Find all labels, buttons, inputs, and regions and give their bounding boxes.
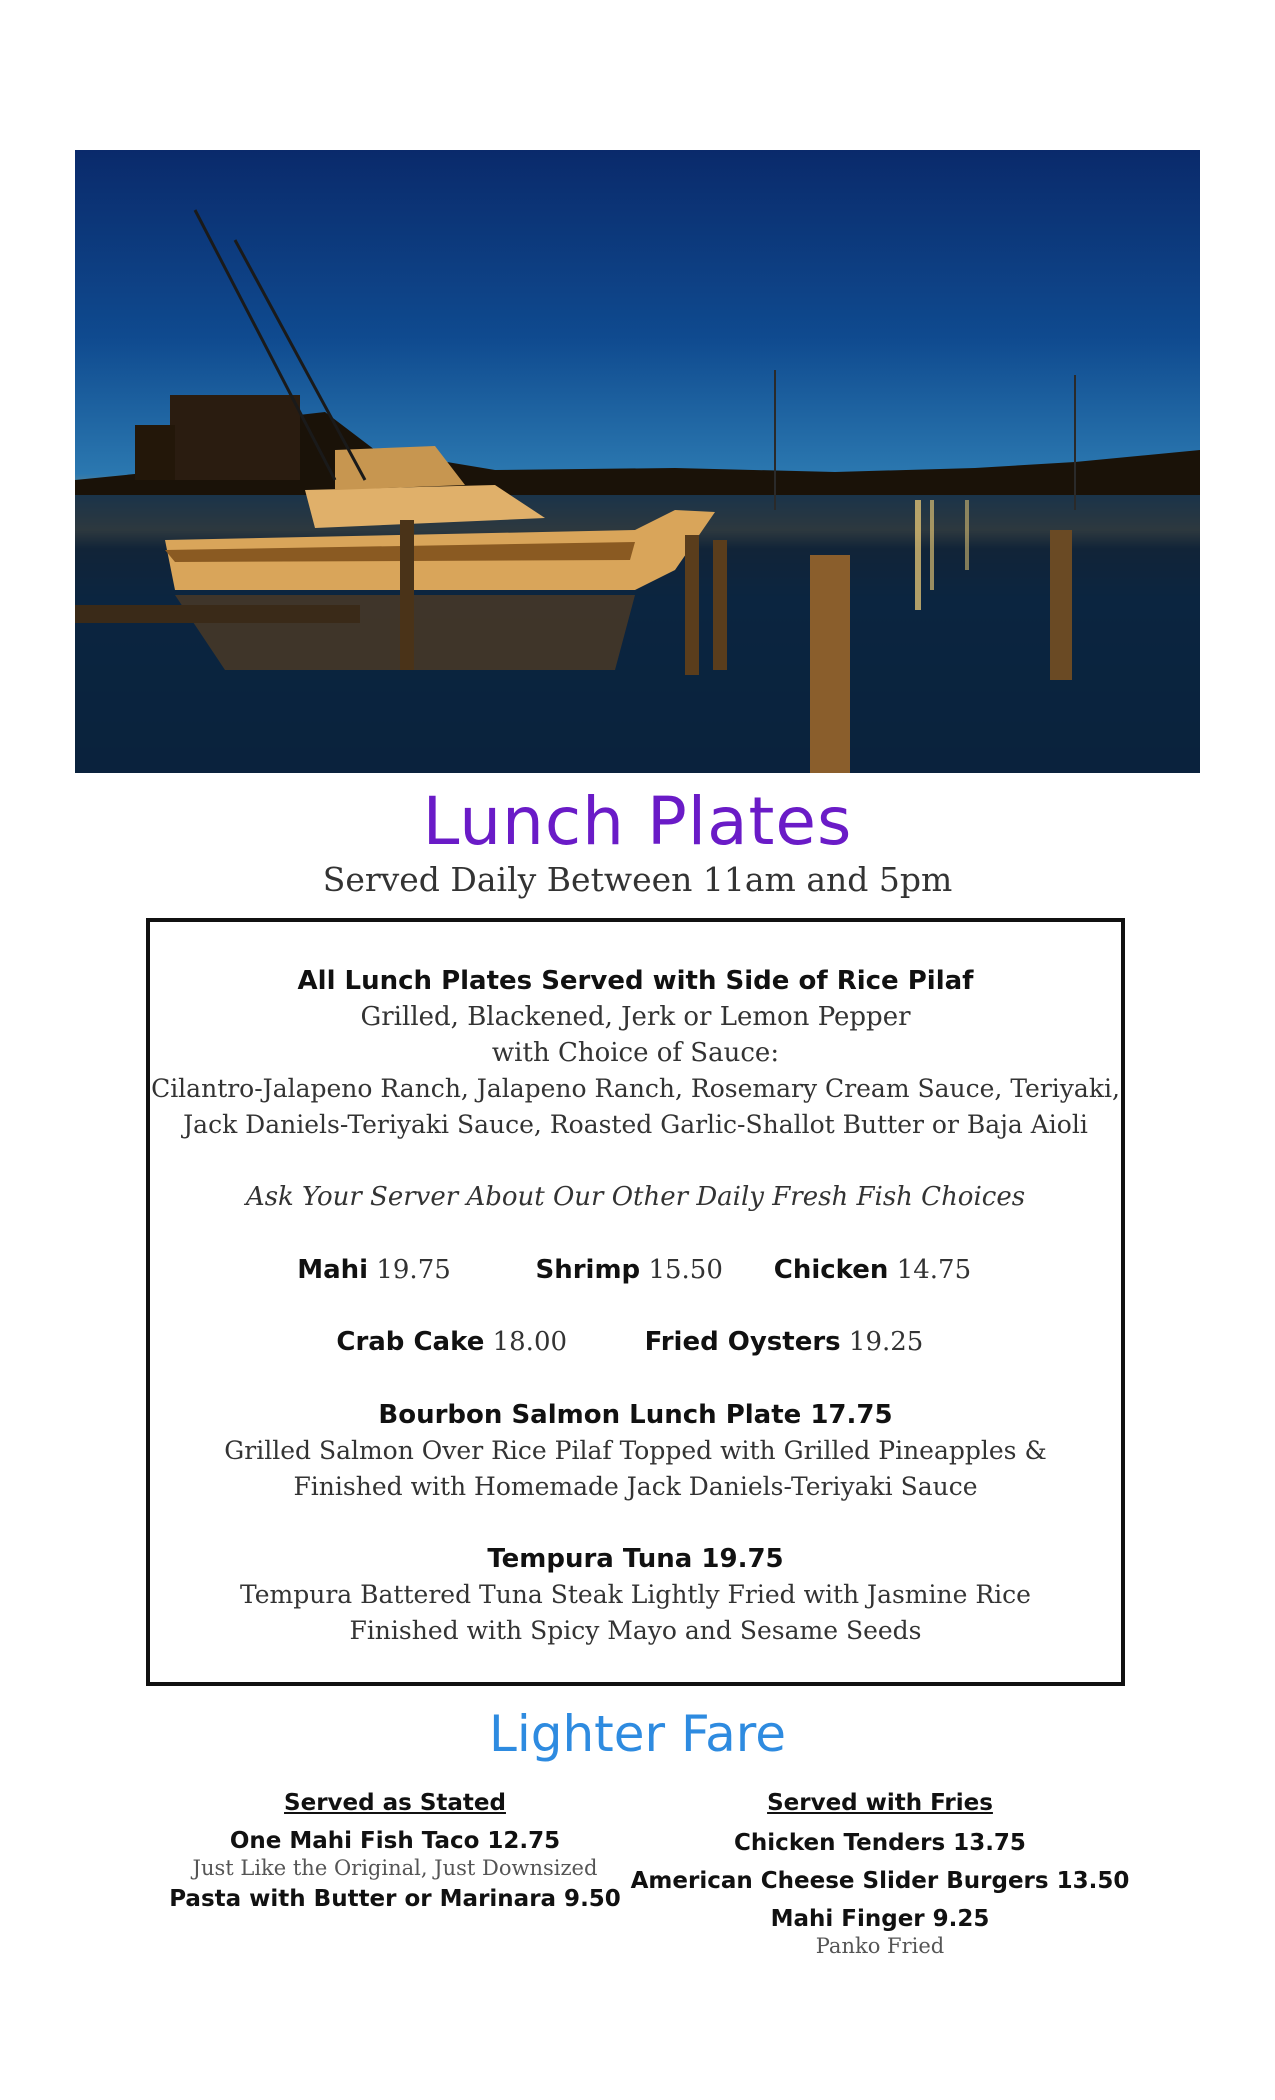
menu-item-shrimp: Shrimp 15.50 xyxy=(535,1255,723,1285)
marina-sunset-photo xyxy=(75,150,1200,773)
ask-server-note: Ask Your Server About Our Other Daily Fresh Fish Choices xyxy=(245,1182,1026,1212)
mahi-finger-note: Panko Fried xyxy=(815,1934,945,1958)
menu-item-chicken: Chicken 14.75 xyxy=(773,1255,972,1285)
served-as-stated-column xyxy=(115,1790,675,1912)
lunch-intro-heading: All Lunch Plates Served with Side of Rice Pilaf xyxy=(297,966,974,996)
tempura-tuna-title: Tempura Tuna 19.75 xyxy=(487,1544,784,1574)
served-as-stated-heading: Served as Stated xyxy=(284,1790,506,1816)
protein-row-2 xyxy=(150,1327,1121,1357)
lunch-menu-box xyxy=(146,918,1125,1686)
bourbon-salmon-desc-1: Grilled Salmon Over Rice Pilaf Topped with Grilled Pineapples & xyxy=(224,1436,1047,1465)
menu-item-slider-burgers: American Cheese Slider Burgers 13.50 xyxy=(630,1868,1130,1894)
menu-item-crab-cake: Crab Cake 18.00 xyxy=(336,1327,568,1357)
served-with-fries-heading: Served with Fries xyxy=(767,1790,993,1816)
tempura-tuna-desc-2: Finished with Spicy Mayo and Sesame Seeds xyxy=(349,1616,922,1645)
menu-item-chicken-tenders: Chicken Tenders 13.75 xyxy=(734,1830,1026,1856)
served-with-fries-column xyxy=(600,1790,1160,1958)
bourbon-salmon-title: Bourbon Salmon Lunch Plate 17.75 xyxy=(378,1400,893,1430)
menu-item-mahi-fish-taco: One Mahi Fish Taco 12.75 xyxy=(229,1828,561,1854)
menu-item-mahi: Mahi 19.75 xyxy=(297,1255,451,1285)
lunch-plates-title: Lunch Plates xyxy=(422,783,853,860)
protein-row-1 xyxy=(150,1255,1121,1285)
lunch-sauce-list-1: Cilantro-Jalapeno Ranch, Jalapeno Ranch, Rosemary Cream Sauce, Teriyaki, xyxy=(151,1074,1120,1103)
lunch-hours-subtitle: Served Daily Between 11am and 5pm xyxy=(322,860,953,899)
lunch-intro-sauce-label: with Choice of Sauce: xyxy=(491,1038,780,1068)
menu-item-mahi-finger: Mahi Finger 9.25 xyxy=(770,1906,990,1932)
lunch-intro-prep: Grilled, Blackened, Jerk or Lemon Pepper xyxy=(360,1002,911,1032)
tempura-tuna-desc-1: Tempura Battered Tuna Steak Lightly Fried with Jasmine Rice xyxy=(240,1580,1031,1609)
lighter-fare-title: Lighter Fare xyxy=(488,1705,787,1763)
menu-item-pasta: Pasta with Butter or Marinara 9.50 xyxy=(169,1886,621,1912)
menu-item-fried-oysters: Fried Oysters 19.25 xyxy=(644,1327,924,1357)
bourbon-salmon-desc-2: Finished with Homemade Jack Daniels-Teriyaki Sauce xyxy=(293,1472,978,1501)
mahi-fish-taco-note: Just Like the Original, Just Downsized xyxy=(192,1856,598,1880)
lunch-sauce-list-2: Jack Daniels-Teriyaki Sauce, Roasted Garlic-Shallot Butter or Baja Aioli xyxy=(183,1110,1088,1139)
